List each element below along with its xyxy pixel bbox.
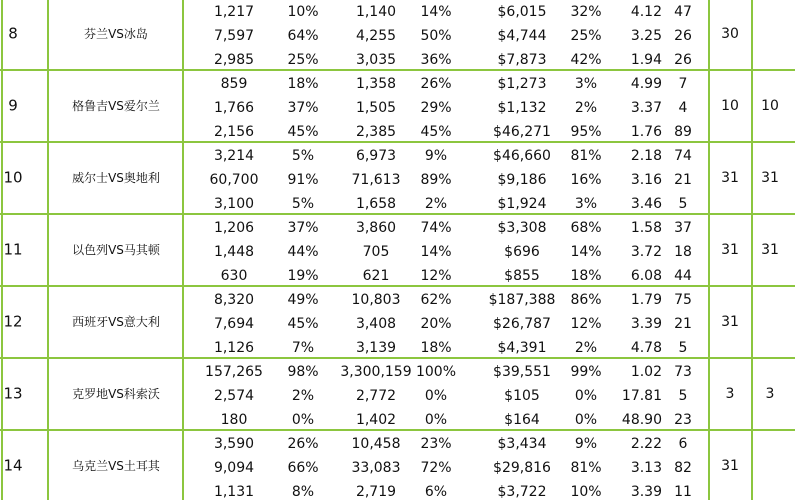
data-cell: 26%: [287, 436, 319, 452]
match-name: 以色列VS马其顿: [72, 243, 160, 257]
data-cell: 26: [674, 28, 692, 44]
data-cell: 49%: [287, 292, 319, 308]
extra-col-a: 31: [721, 314, 739, 330]
data-cell: 0%: [424, 412, 448, 428]
data-cell: 3.39: [630, 484, 662, 500]
data-cell: 23%: [420, 436, 452, 452]
data-cell: $3,308: [497, 220, 547, 236]
data-cell: 5: [678, 340, 688, 356]
data-cell: 5: [678, 196, 688, 212]
extra-col-a: 3: [725, 386, 735, 402]
data-cell: 37: [674, 220, 692, 236]
grid-hline: [0, 213, 795, 215]
data-cell: 60,700: [209, 172, 259, 188]
data-cell: $1,924: [497, 196, 547, 212]
data-cell: 1,505: [355, 100, 397, 116]
data-cell: 62%: [420, 292, 452, 308]
data-cell: 157,265: [205, 364, 263, 380]
data-cell: 3.13: [630, 460, 662, 476]
extra-col-a: 10: [721, 98, 739, 114]
data-cell: $105: [504, 388, 540, 404]
data-cell: 3,139: [355, 340, 397, 356]
data-cell: 18%: [420, 340, 452, 356]
data-cell: 1,448: [213, 244, 255, 260]
data-cell: $1,273: [497, 76, 547, 92]
data-cell: 7,597: [213, 28, 255, 44]
data-cell: 705: [362, 244, 390, 260]
data-cell: 5: [678, 388, 688, 404]
data-cell: 16%: [570, 172, 602, 188]
extra-col-b: 31: [761, 242, 779, 258]
data-cell: 23: [674, 412, 692, 428]
data-cell: 3,035: [355, 52, 397, 68]
data-cell: 3.25: [630, 28, 662, 44]
data-cell: 25%: [287, 52, 319, 68]
data-cell: 5%: [291, 196, 315, 212]
data-cell: 1,402: [355, 412, 397, 428]
grid-hline: [0, 69, 795, 71]
data-cell: 91%: [287, 172, 319, 188]
data-cell: 86%: [570, 292, 602, 308]
data-cell: 29%: [420, 100, 452, 116]
grid-hline: [0, 141, 795, 143]
data-cell: $4,391: [497, 340, 547, 356]
data-cell: 180: [220, 412, 248, 428]
data-cell: 4.12: [630, 4, 662, 20]
data-cell: 18%: [570, 268, 602, 284]
data-cell: 42%: [570, 52, 602, 68]
extra-col-b: 3: [765, 386, 775, 402]
data-cell: 82: [674, 460, 692, 476]
data-cell: 89: [674, 124, 692, 140]
data-cell: 81%: [570, 460, 602, 476]
data-cell: $1,132: [497, 100, 547, 116]
data-cell: 74: [674, 148, 692, 164]
data-cell: 6: [678, 436, 688, 452]
match-name: 格鲁吉VS爱尔兰: [72, 99, 160, 113]
data-cell: 47: [674, 4, 692, 20]
data-cell: 11: [674, 484, 692, 500]
data-cell: 4: [678, 100, 688, 116]
data-cell: 74%: [420, 220, 452, 236]
data-cell: 3,860: [355, 220, 397, 236]
grid-vline: [751, 0, 753, 500]
data-cell: 3,214: [213, 148, 255, 164]
extra-col-b: 31: [761, 170, 779, 186]
row-index: 14: [3, 456, 23, 475]
data-cell: 8,320: [213, 292, 255, 308]
data-cell: 3.16: [630, 172, 662, 188]
data-cell: $7,873: [497, 52, 547, 68]
data-cell: 17.81: [621, 388, 662, 404]
data-cell: 68%: [570, 220, 602, 236]
data-cell: 26: [674, 52, 692, 68]
data-cell: $6,015: [497, 4, 547, 20]
data-cell: 14%: [570, 244, 602, 260]
match-name: 克罗地VS科索沃: [72, 387, 160, 401]
data-cell: 44: [674, 268, 692, 284]
data-cell: 859: [220, 76, 248, 92]
data-cell: 1.02: [630, 364, 662, 380]
data-cell: 45%: [287, 316, 319, 332]
data-cell: 12%: [420, 268, 452, 284]
data-cell: $46,660: [493, 148, 551, 164]
row-index: 12: [3, 312, 23, 331]
data-cell: 19%: [287, 268, 319, 284]
extra-col-a: 31: [721, 242, 739, 258]
data-cell: 44%: [287, 244, 319, 260]
data-cell: 10%: [570, 484, 602, 500]
data-cell: 2,719: [355, 484, 397, 500]
data-cell: 14%: [420, 244, 452, 260]
data-cell: 37%: [287, 100, 319, 116]
data-cell: $3,434: [497, 436, 547, 452]
data-cell: 1,126: [213, 340, 255, 356]
data-cell: 21: [674, 172, 692, 188]
data-cell: 2%: [574, 340, 598, 356]
data-cell: 4,255: [355, 28, 397, 44]
row-index: 8: [8, 24, 18, 43]
grid-hline: [0, 285, 795, 287]
data-cell: 32%: [570, 4, 602, 20]
data-cell: 99%: [570, 364, 602, 380]
data-cell: 3.37: [630, 100, 662, 116]
data-cell: 3%: [574, 196, 598, 212]
data-cell: 6,973: [355, 148, 397, 164]
data-cell: 621: [362, 268, 390, 284]
data-cell: 9,094: [213, 460, 255, 476]
data-cell: 1,206: [213, 220, 255, 236]
data-cell: 14%: [420, 4, 452, 20]
data-cell: 3,408: [355, 316, 397, 332]
data-cell: $696: [504, 244, 540, 260]
data-cell: $187,388: [488, 292, 556, 308]
data-cell: 3.39: [630, 316, 662, 332]
data-cell: 10,458: [351, 436, 401, 452]
data-cell: 45%: [287, 124, 319, 140]
grid-vline: [182, 0, 184, 500]
data-cell: 73: [674, 364, 692, 380]
extra-col-a: 31: [721, 458, 739, 474]
data-cell: 3,590: [213, 436, 255, 452]
data-cell: 2.22: [630, 436, 662, 452]
data-cell: 0%: [291, 412, 315, 428]
data-cell: 25%: [570, 28, 602, 44]
data-cell: 12%: [570, 316, 602, 332]
data-cell: 2,156: [213, 124, 255, 140]
data-cell: 10%: [287, 4, 319, 20]
data-cell: 2%: [574, 100, 598, 116]
data-cell: 81%: [570, 148, 602, 164]
data-cell: 6%: [424, 484, 448, 500]
data-cell: 95%: [570, 124, 602, 140]
data-cell: $46,271: [493, 124, 551, 140]
data-cell: 1,358: [355, 76, 397, 92]
data-cell: 100%: [415, 364, 457, 380]
extra-col-a: 30: [721, 26, 739, 42]
data-cell: $4,744: [497, 28, 547, 44]
data-cell: $164: [504, 412, 540, 428]
data-cell: 50%: [420, 28, 452, 44]
data-cell: $29,816: [493, 460, 551, 476]
match-name: 乌克兰VS土耳其: [72, 459, 160, 473]
grid-hline: [0, 357, 795, 359]
data-cell: 66%: [287, 460, 319, 476]
data-cell: 2,985: [213, 52, 255, 68]
data-cell: 1,766: [213, 100, 255, 116]
data-cell: 2%: [424, 196, 448, 212]
data-cell: 10,803: [351, 292, 401, 308]
data-cell: 630: [220, 268, 248, 284]
data-cell: 1.76: [630, 124, 662, 140]
grid-hline: [0, 429, 795, 431]
data-cell: 1.94: [630, 52, 662, 68]
data-cell: 75: [674, 292, 692, 308]
data-cell: 1.79: [630, 292, 662, 308]
data-cell: 1,140: [355, 4, 397, 20]
data-cell: $9,186: [497, 172, 547, 188]
row-index: 9: [8, 96, 18, 115]
data-cell: 18: [674, 244, 692, 260]
data-cell: 7%: [291, 340, 315, 356]
data-cell: 4.99: [630, 76, 662, 92]
data-cell: 64%: [287, 28, 319, 44]
data-cell: 6.08: [630, 268, 662, 284]
data-cell: 3,100: [213, 196, 255, 212]
data-cell: 3%: [574, 76, 598, 92]
match-name: 西班牙VS意大利: [72, 315, 160, 329]
data-cell: 2,574: [213, 388, 255, 404]
data-cell: 33,083: [351, 460, 401, 476]
data-cell: 7: [678, 76, 688, 92]
match-name: 芬兰VS冰岛: [84, 27, 148, 41]
data-cell: 7,694: [213, 316, 255, 332]
data-cell: 1.58: [630, 220, 662, 236]
data-cell: 26%: [420, 76, 452, 92]
data-cell: 3,300,159: [340, 364, 412, 380]
data-cell: 1,131: [213, 484, 255, 500]
data-cell: 2.18: [630, 148, 662, 164]
data-cell: $3,722: [497, 484, 547, 500]
data-cell: 3.72: [630, 244, 662, 260]
data-cell: 9%: [574, 436, 598, 452]
data-cell: 2%: [291, 388, 315, 404]
extra-col-b: 10: [761, 98, 779, 114]
data-cell: 0%: [424, 388, 448, 404]
data-cell: 2,385: [355, 124, 397, 140]
data-cell: 37%: [287, 220, 319, 236]
data-cell: 36%: [420, 52, 452, 68]
data-cell: $39,551: [493, 364, 551, 380]
data-cell: 45%: [420, 124, 452, 140]
data-cell: 5%: [291, 148, 315, 164]
data-cell: $26,787: [493, 316, 551, 332]
data-cell: 98%: [287, 364, 319, 380]
data-cell: 0%: [574, 388, 598, 404]
data-cell: 3.46: [630, 196, 662, 212]
data-cell: 1,658: [355, 196, 397, 212]
row-index: 10: [3, 168, 23, 187]
row-index: 13: [3, 384, 23, 403]
data-cell: 0%: [574, 412, 598, 428]
data-cell: 4.78: [630, 340, 662, 356]
data-cell: 18%: [287, 76, 319, 92]
data-cell: 48.90: [621, 412, 662, 428]
data-cell: 8%: [291, 484, 315, 500]
match-name: 威尔士VS奥地利: [72, 171, 160, 185]
row-index: 11: [3, 240, 23, 259]
grid-vline: [47, 0, 49, 500]
data-cell: 2,772: [355, 388, 397, 404]
grid-vline: [708, 0, 710, 500]
extra-col-a: 31: [721, 170, 739, 186]
data-cell: 71,613: [351, 172, 401, 188]
data-cell: 72%: [420, 460, 452, 476]
data-cell: 20%: [420, 316, 452, 332]
data-cell: 9%: [424, 148, 448, 164]
data-cell: 21: [674, 316, 692, 332]
data-cell: 89%: [420, 172, 452, 188]
data-cell: 1,217: [213, 4, 255, 20]
data-cell: $855: [504, 268, 540, 284]
